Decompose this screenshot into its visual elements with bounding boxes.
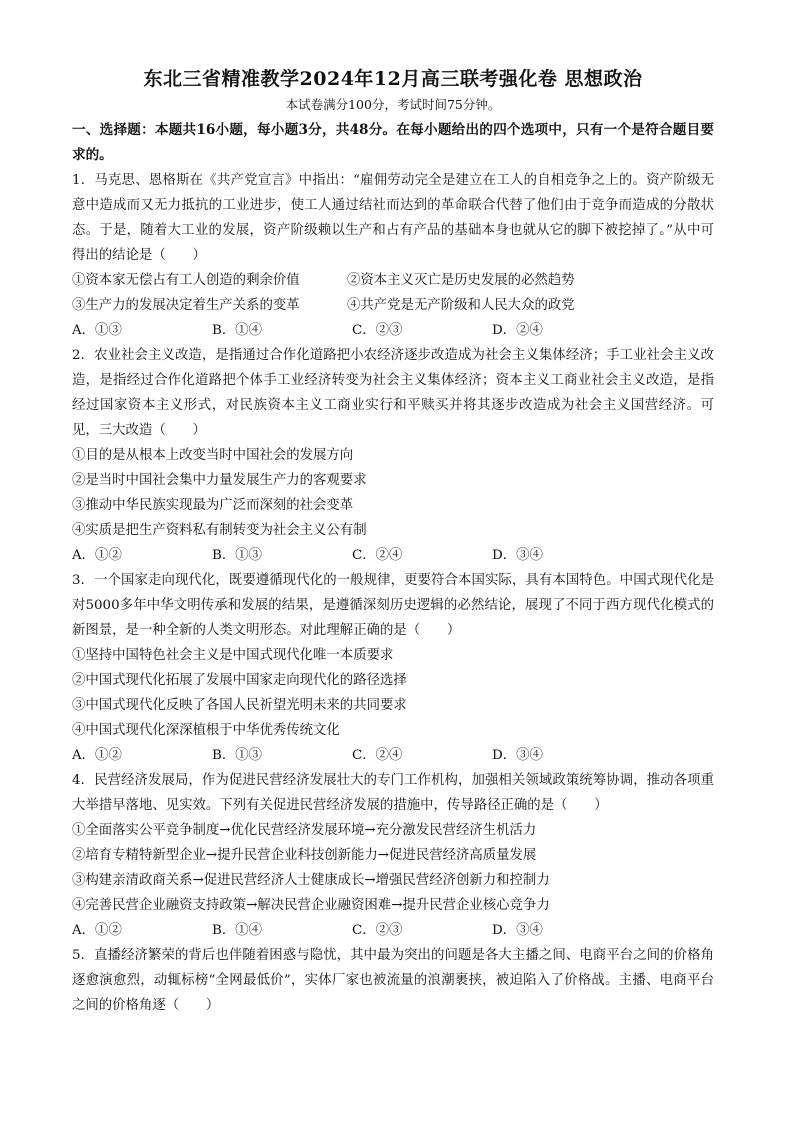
question-stem: 5．直播经济繁荣的背后也伴随着困惑与隐忧，其中最为突出的问题是各大主播之间、电商平台之间的价格角逐愈演愈烈，动辄标榜“全网最低价”，实体厂家也被流量的浪潮裹挟，被迫陷入了价格战。主播、电商平台之间的价格角逐（ ） bbox=[72, 948, 714, 1013]
exam-instructions: 本试卷满分100分，考试时间75分钟。 bbox=[285, 97, 501, 112]
choice-b: B．①③ bbox=[212, 748, 263, 763]
question-3 bbox=[72, 568, 714, 768]
choice-a: A．①② bbox=[72, 748, 122, 763]
statement-item: ①坚持中国特色社会主义是中国式现代化唯一本质要求 bbox=[72, 648, 394, 663]
statement-item: ②资本主义灭亡是历史发展的必然趋势 bbox=[347, 273, 575, 288]
choice-c: C．②③ bbox=[352, 323, 403, 338]
section-heading: 一、选择题：本题共16小题，每小题3分，共48分。在每小题给出的四个选项中，只有一个是符合题目要求的。 bbox=[72, 122, 714, 163]
statement-item: ②中国式现代化拓展了发展中国家走向现代化的路径选择 bbox=[72, 673, 407, 688]
question-stem: 4．民营经济发展局，作为促进民营经济发展壮大的专门工作机构，加强相关领域政策统筹协调，推动各项重大举措早落地、见实效。下列有关促进民营经济发展的措施中，传导路径正确的是（ ） bbox=[72, 773, 714, 813]
statement-item: ④共产党是无产阶级和人民大众的政党 bbox=[347, 298, 575, 313]
choice-b: B．①④ bbox=[212, 323, 263, 338]
choice-d: D．③④ bbox=[492, 748, 543, 763]
choice-d: D．③④ bbox=[492, 548, 543, 563]
statement-item: ③中国式现代化反映了各国人民祈望光明未来的共同要求 bbox=[72, 698, 407, 713]
statement-item: ③构建亲清政商关系→促进民营经济人士健康成长→增强民营经济创新力和控制力 bbox=[72, 873, 550, 888]
statement-item: ②培育专精特新型企业→提升民营企业科技创新能力→促进民营经济高质量发展 bbox=[72, 848, 537, 863]
choice-a: A．①② bbox=[72, 548, 122, 563]
question-2 bbox=[72, 343, 714, 568]
page-title: 东北三省精准教学2024年12月高三联考强化卷 思想政治 bbox=[143, 68, 643, 90]
question-4 bbox=[72, 768, 714, 943]
statement-item: ①全面落实公平竞争制度→优化民营经济发展环境→充分激发民营经济生机活力 bbox=[72, 823, 537, 838]
question-5 bbox=[72, 943, 714, 1018]
question-1 bbox=[72, 168, 714, 343]
statement-item: ④中国式现代化深深植根于中华优秀传统文化 bbox=[72, 723, 340, 738]
question-stem: 1．马克思、恩格斯在《共产党宣言》中指出：“雇佣劳动完全是建立在工人的自相竞争之上的。资产阶级无意中造成而又无力抵抗的工业进步，使工人通过结社而达到的革命联合代替了他们由于竞争而造成的分散状态。于是，随着大工业的发展，资产阶级赖以生产和占有产品的基础本身也就从它的脚下被挖掉了。”从中可得出的结论是（ ） bbox=[72, 173, 714, 263]
choice-b: B．①③ bbox=[212, 548, 263, 563]
choice-d: D．②④ bbox=[492, 323, 543, 338]
answer-choices bbox=[72, 918, 714, 943]
statement-item: ②是当时中国社会集中力量发展生产力的客观要求 bbox=[72, 473, 367, 488]
choice-c: C．②③ bbox=[352, 923, 403, 938]
question-stem: 2．农业社会主义改造，是指通过合作化道路把小农经济逐步改造成为社会主义集体经济；手工业社会主义改造，是指经过合作化道路把个体手工业经济转变为社会主义集体经济；资本主义工商业社会主义改造，是指经过国家资本主义形式，对民族资本主义工商业实行和平赎买并将其逐步改造成为社会主义国营经济。可见，三大改造（ ） bbox=[72, 348, 714, 438]
statement-item: ④完善民营企业融资支持政策→解决民营企业融资困难→提升民营企业核心竞争力 bbox=[72, 898, 550, 913]
answer-choices bbox=[72, 318, 714, 343]
statement-list bbox=[72, 268, 714, 318]
choice-a: A．①③ bbox=[72, 323, 122, 338]
choice-a: A．①② bbox=[72, 923, 122, 938]
statement-item: ③推动中华民族实现最为广泛而深刻的社会变革 bbox=[72, 498, 354, 513]
statement-item: ③生产力的发展决定着生产关系的变革 bbox=[72, 298, 300, 313]
question-stem: 3．一个国家走向现代化，既要遵循现代化的一般规律，更要符合本国实际，具有本国特色。中国式现代化是对5000多年中华文明传承和发展的结果，是遵循深刻历史逻辑的必然结论，展现了不同于西方现代化模式的新图景，是一种全新的人类文明形态。对此理解正确的是（ ） bbox=[72, 573, 714, 638]
statement-item: ①资本家无偿占有工人创造的剩余价值 bbox=[72, 273, 300, 288]
choice-c: C．②④ bbox=[352, 748, 403, 763]
statement-item: ④实质是把生产资料私有制转变为社会主义公有制 bbox=[72, 523, 367, 538]
choice-c: C．②④ bbox=[352, 548, 403, 563]
answer-choices bbox=[72, 543, 714, 568]
choice-d: D．③④ bbox=[492, 923, 543, 938]
choice-b: B．①④ bbox=[212, 923, 263, 938]
answer-choices bbox=[72, 743, 714, 768]
statement-item: ①目的是从根本上改变当时中国社会的发展方向 bbox=[72, 448, 354, 463]
